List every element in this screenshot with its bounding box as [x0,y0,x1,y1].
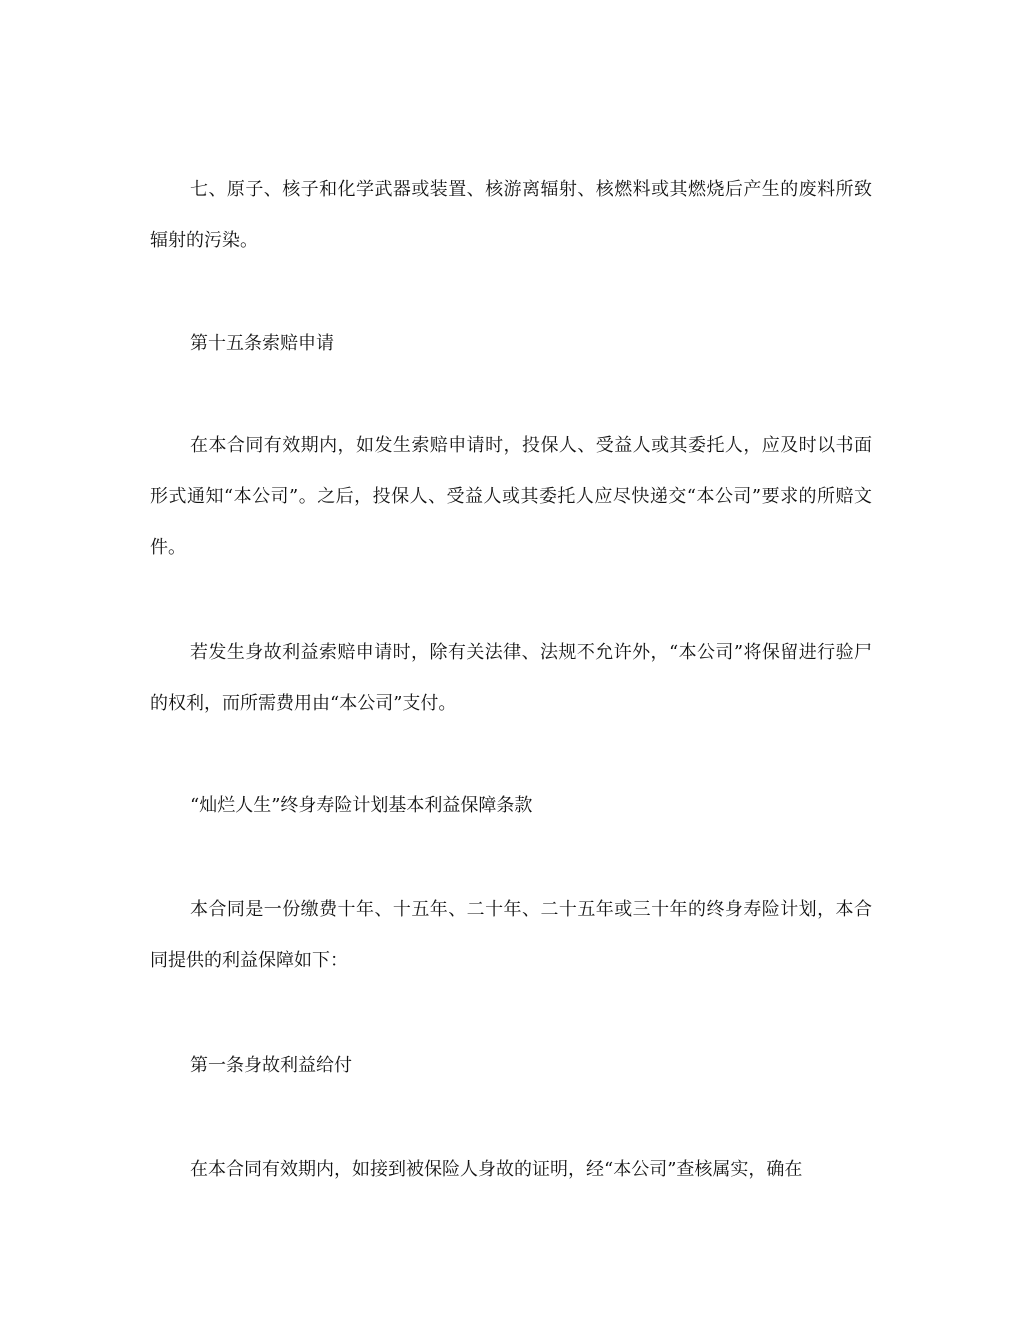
paragraph-claim-notice: 在本合同有效期内，如发生索赔申请时，投保人、受益人或其委托人，应及时以书面形式通知“本公司”。之后，投保人、受益人或其委托人应尽快递交“本公司”要求的所赔文件。 [150,435,872,558]
paragraph-plan-description: 本合同是一份缴费十年、十五年、二十年、二十五年或三十年的终身寿险计划，本合同提供的利益保障如下： [150,899,872,971]
section-heading-plan-terms: “灿烂人生”终身寿险计划基本利益保障条款 [190,795,533,816]
paragraph-death-benefit: 在本合同有效期内，如接到被保险人身故的证明，经“本公司”查核属实，确在 [190,1159,803,1180]
paragraph-death-claim-autopsy: 若发生身故利益索赔申请时，除有关法律、法规不允许外，“本公司”将保留进行验尸的权利，而所需费用由“本公司”支付。 [150,642,872,714]
paragraph-exclusion-seven: 七、原子、核子和化学武器或装置、核游离辐射、核燃料或其燃烧后产生的废料所致辐射的污染。 [150,179,872,251]
section-heading-article-15: 第十五条索赔申请 [190,333,334,354]
section-heading-article-1: 第一条身故利益给付 [190,1055,352,1076]
